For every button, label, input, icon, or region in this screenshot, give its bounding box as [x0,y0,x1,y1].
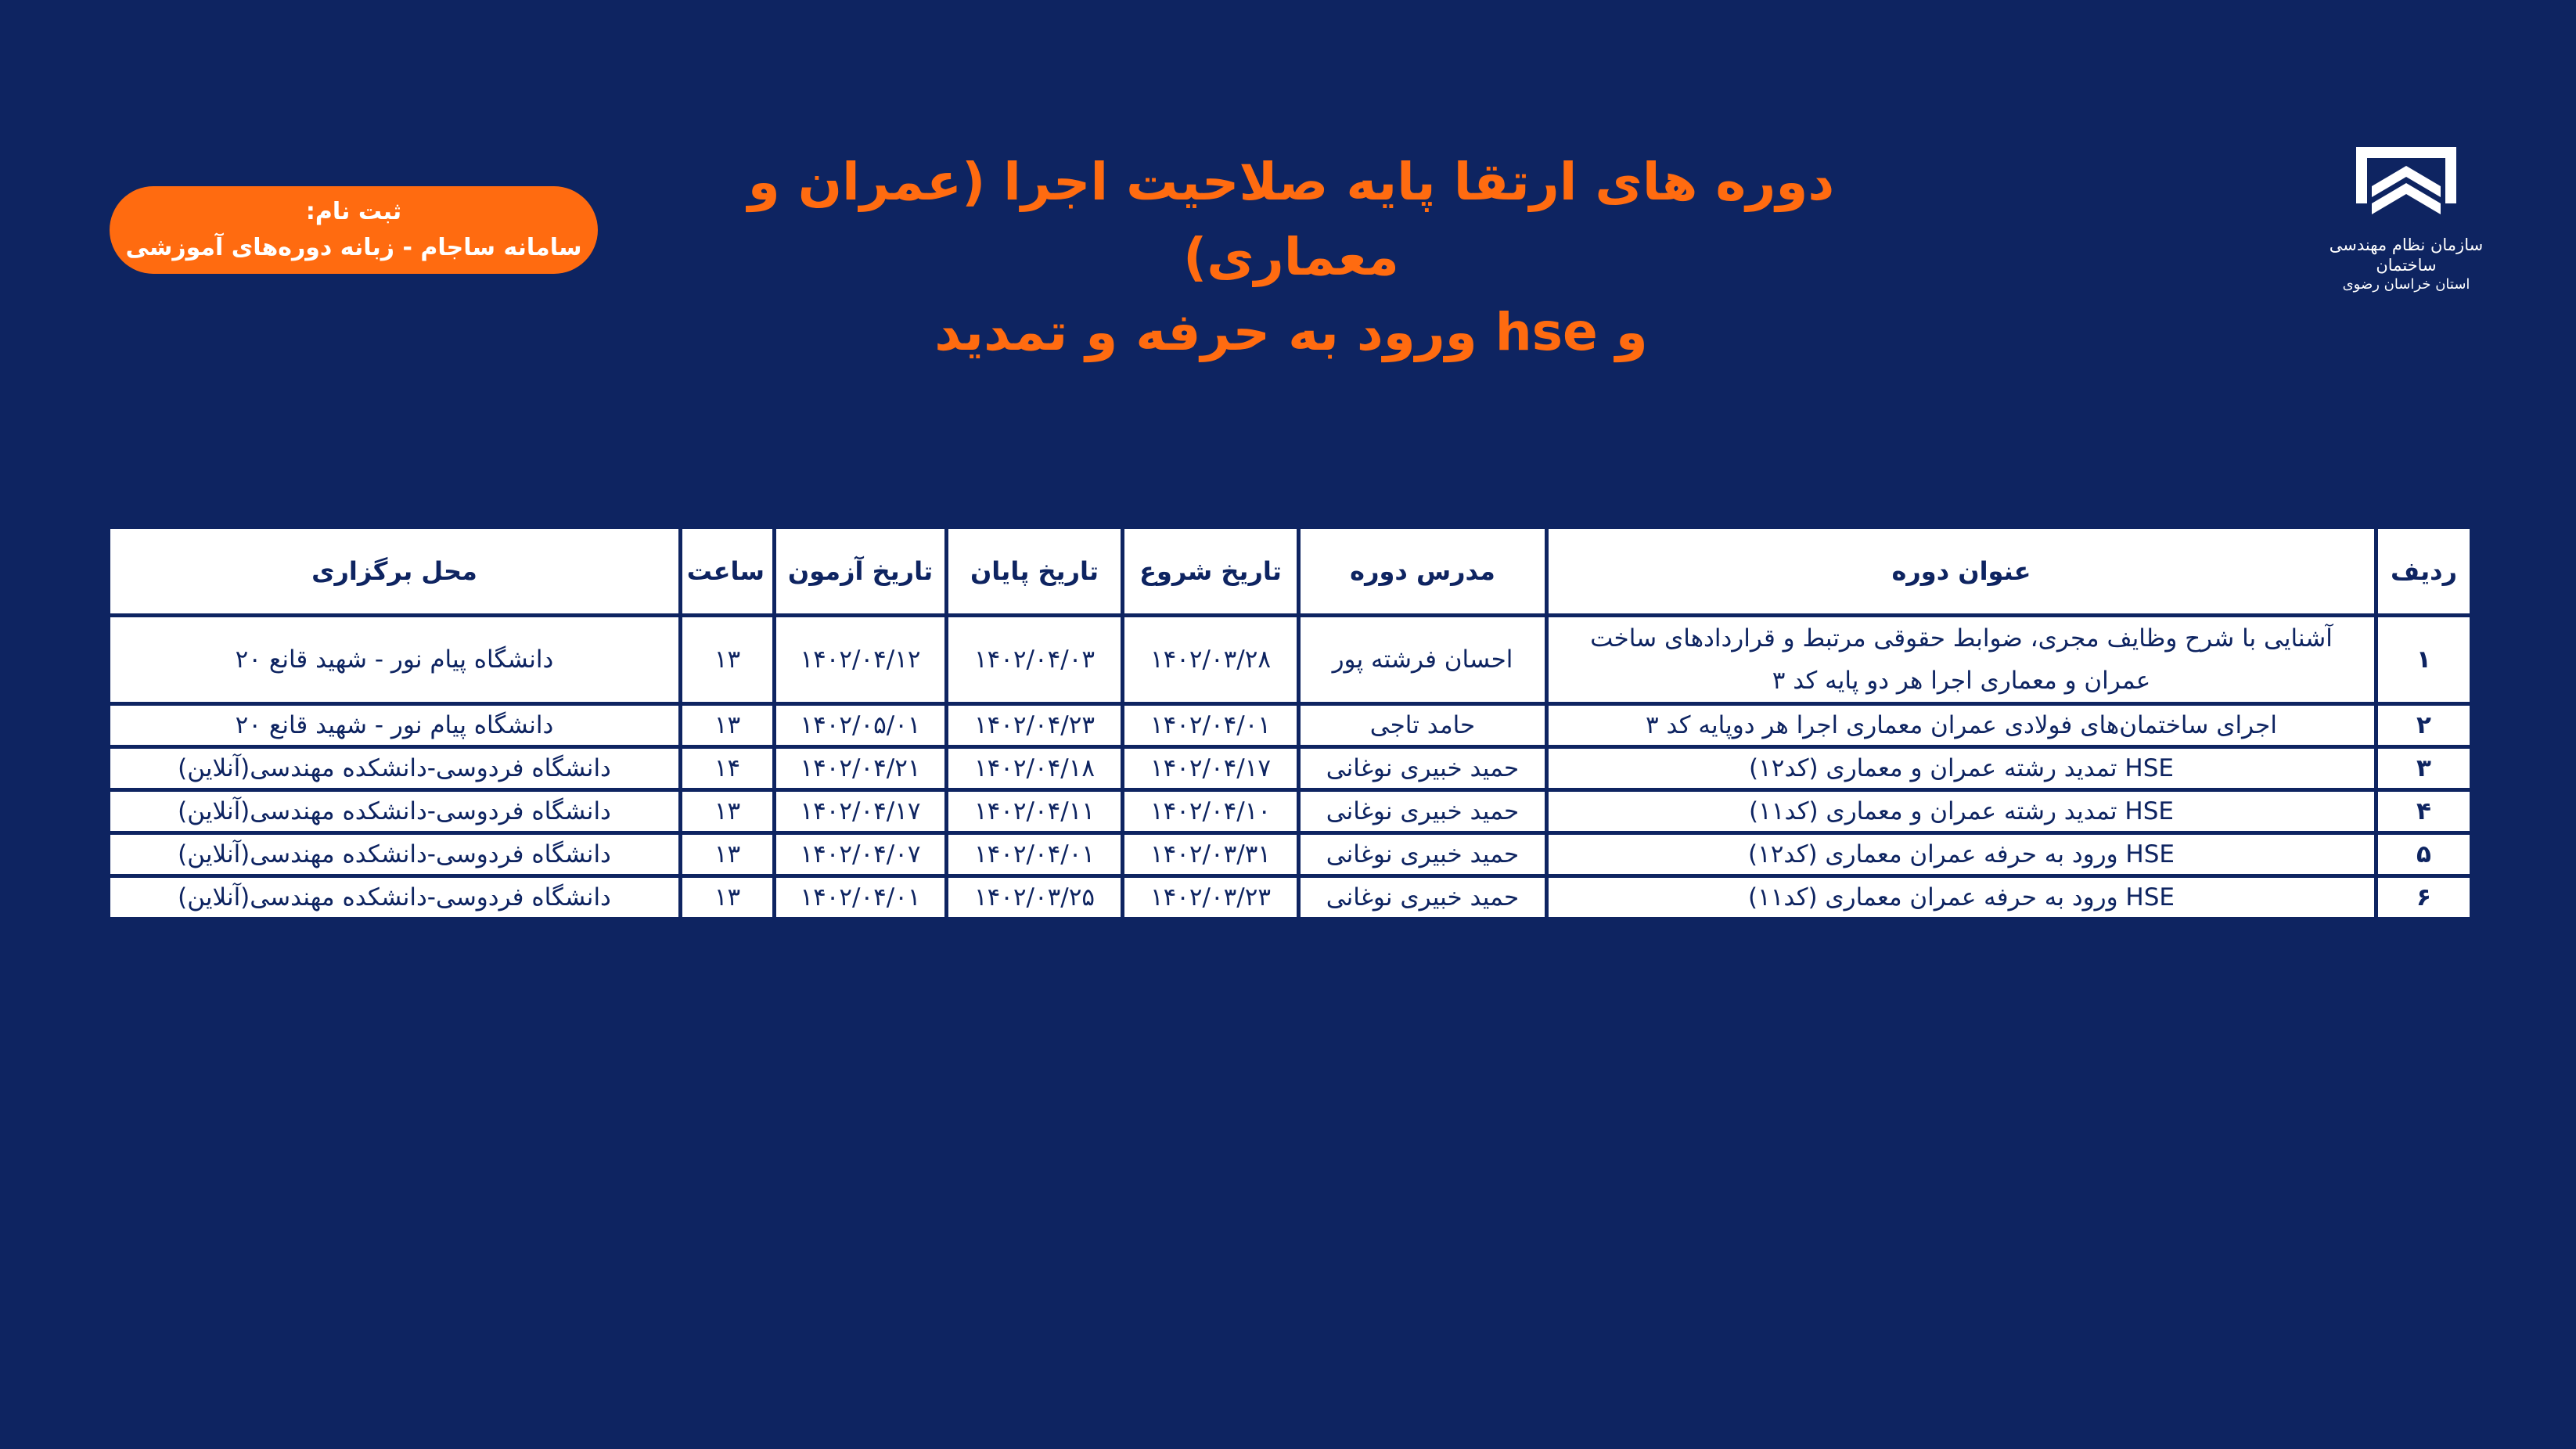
venue: دانشگاه فردوسی-دانشکده مهندسی(آنلاین) [109,747,681,790]
logo-org-name: سازمان نظام مهندسی ساختمان [2329,236,2484,275]
title-line-1: دوره های ارتقا پایه صلاحیت اجرا (عمران و معماری) [747,152,1835,287]
instructor: حمید خبیری نوغانی [1299,876,1547,919]
end-date: ۱۴۰۲/۰۴/۰۳ [947,616,1123,704]
instructor: احسان فرشته پور [1299,616,1547,704]
exam-date: ۱۴۰۲/۰۵/۰۱ [775,704,947,747]
row-number: ۵ [2376,833,2472,876]
start-date: ۱۴۰۲/۰۴/۱۷ [1123,747,1299,790]
instructor: حمید خبیری نوغانی [1299,747,1547,790]
start-date: ۱۴۰۲/۰۴/۰۱ [1123,704,1299,747]
exam-date: ۱۴۰۲/۰۴/۰۷ [775,833,947,876]
header-hours: ساعت [681,527,775,616]
hours: ۱۳ [681,790,775,833]
header-end-date: تاریخ پایان [947,527,1123,616]
header-row-number: ردیف [2376,527,2472,616]
hours: ۱۳ [681,876,775,919]
venue: دانشگاه فردوسی-دانشکده مهندسی(آنلاین) [109,833,681,876]
venue: دانشگاه پیام نور - شهید قانع ۲۰ [109,616,681,704]
table-row [109,790,2472,833]
hours: ۱۳ [681,833,775,876]
course-title: اجرای ساختمان‌های فولادی عمران معماری اجرا هر دوپایه کد ۳ [1547,704,2376,747]
course-title: HSE ورود به حرفه عمران معماری (کد۱۱) [1547,876,2376,919]
header-instructor: مدرس دوره [1299,527,1547,616]
row-number: ۱ [2376,616,2472,704]
end-date: ۱۴۰۲/۰۴/۱۱ [947,790,1123,833]
header-start-date: تاریخ شروع [1123,527,1299,616]
header-course-title: عنوان دوره [1547,527,2376,616]
instructor: حامد تاجی [1299,704,1547,747]
course-title: HSE تمدید رشته عمران و معماری (کد۱۱) [1547,790,2376,833]
end-date: ۱۴۰۲/۰۳/۲۵ [947,876,1123,919]
start-date: ۱۴۰۲/۰۴/۱۰ [1123,790,1299,833]
courses-table [106,525,2473,921]
end-date: ۱۴۰۲/۰۴/۱۸ [947,747,1123,790]
hours: ۱۴ [681,747,775,790]
registration-system: سامانه ساجام - زبانه دوره‌های آموزشی [125,234,582,261]
start-date: ۱۴۰۲/۰۳/۲۸ [1123,616,1299,704]
exam-date: ۱۴۰۲/۰۴/۰۱ [775,876,947,919]
exam-date: ۱۴۰۲/۰۴/۱۲ [775,616,947,704]
building-engineering-logo-icon [2328,142,2484,230]
row-number: ۶ [2376,876,2472,919]
venue: دانشگاه فردوسی-دانشکده مهندسی(آنلاین) [109,876,681,919]
page-title [704,145,1878,370]
logo-province: استان خراسان رضوی [2342,276,2470,293]
organization-logo [2328,142,2484,293]
table-row [109,747,2472,790]
instructor: حمید خبیری نوغانی [1299,790,1547,833]
exam-date: ۱۴۰۲/۰۴/۱۷ [775,790,947,833]
start-date: ۱۴۰۲/۰۳/۲۳ [1123,876,1299,919]
hours: ۱۳ [681,616,775,704]
table-row [109,833,2472,876]
end-date: ۱۴۰۲/۰۴/۰۱ [947,833,1123,876]
table-row [109,876,2472,919]
row-number: ۳ [2376,747,2472,790]
end-date: ۱۴۰۲/۰۴/۲۳ [947,704,1123,747]
header-exam-date: تاریخ آزمون [775,527,947,616]
row-number: ۴ [2376,790,2472,833]
row-number: ۲ [2376,704,2472,747]
header-venue: محل برگزاری [109,527,681,616]
table-row [109,704,2472,747]
course-title: آشنایی با شرح وظایف مجری، ضوابط حقوقی مرتبط و قراردادهای ساخت عمران و معماری اجرا هر دو پایه کد ۳ [1547,616,2376,704]
registration-label: ثبت نام: [305,198,402,225]
venue: دانشگاه فردوسی-دانشکده مهندسی(آنلاین) [109,790,681,833]
registration-badge[interactable] [110,186,598,274]
hours: ۱۳ [681,704,775,747]
course-title: HSE ورود به حرفه عمران معماری (کد۱۲) [1547,833,2376,876]
table-row [109,616,2472,704]
course-title: HSE تمدید رشته عمران و معماری (کد۱۲) [1547,747,2376,790]
instructor: حمید خبیری نوغانی [1299,833,1547,876]
start-date: ۱۴۰۲/۰۳/۳۱ [1123,833,1299,876]
table-header-row [109,527,2472,616]
title-line-2: و hse ورود به حرفه و تمدید [934,302,1648,362]
venue: دانشگاه پیام نور - شهید قانع ۲۰ [109,704,681,747]
exam-date: ۱۴۰۲/۰۴/۲۱ [775,747,947,790]
